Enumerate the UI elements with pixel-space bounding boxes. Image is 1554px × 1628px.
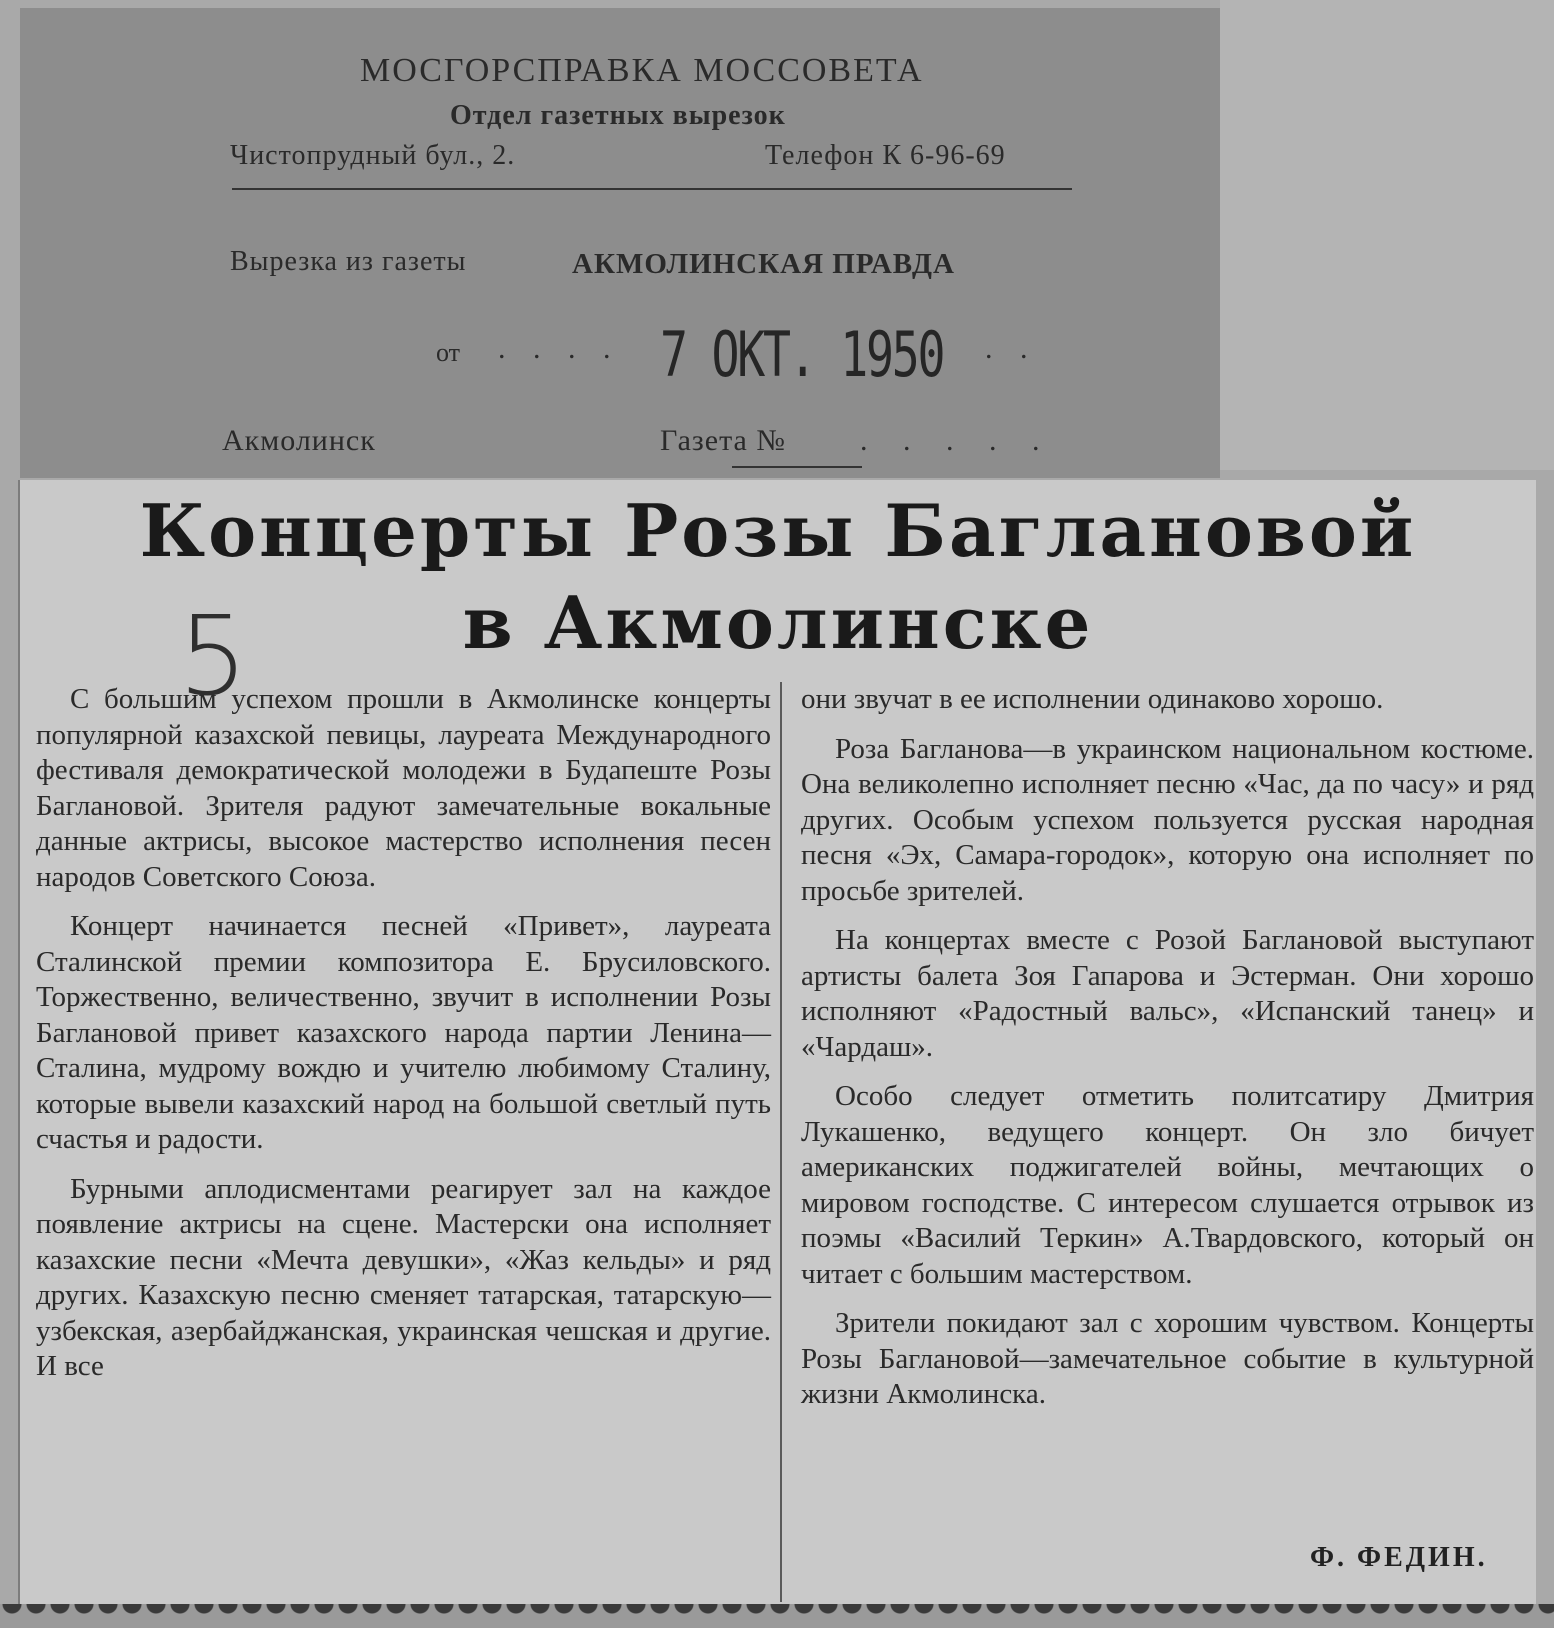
- date-stamp: 7 ОКТ. 1950: [660, 318, 944, 391]
- torn-paper-edge: [0, 1604, 1554, 1628]
- date-dots-left: . . . .: [498, 332, 621, 365]
- issue-number-underline: [732, 466, 862, 468]
- newspaper-clipping: [18, 480, 1536, 1612]
- city-name: Акмолинск: [222, 424, 376, 457]
- pencil-annotation: 5: [178, 592, 248, 720]
- paragraph: Особо следует отметить политсатиру Дмитрия Лукашенко, ведущего концерт. Он зло бичует американских поджигателей войны, мечтающих о мировом господстве. С интересом слушается отрывок из поэмы «Василий Теркин» А.Твардовского, который он читает с большим мастерством.: [801, 1080, 1534, 1290]
- bureau-address: Чистопрудный бул., 2.: [230, 140, 516, 171]
- article-author: Ф. ФЕДИН.: [1310, 1542, 1488, 1573]
- header-divider: [232, 188, 1072, 190]
- issue-number-dots: . . . . .: [860, 424, 1054, 457]
- date-from-label: от: [436, 338, 461, 367]
- paragraph: Концерт начинается песней «Привет», лауреата Сталинской премии композитора Е. Брусиловского. Торжественно, величественно, звучит в исполнении Розы Баглановой привет казахского народа партии Ленина—Сталина, мудрому вождю и учителю любимому Сталину, которые вывели казахский народ на большой светлый путь счастья и радости.: [36, 910, 771, 1155]
- article-column-left: [36, 682, 771, 1399]
- background-paper: [1220, 0, 1554, 470]
- article-column-right: [801, 682, 1534, 1427]
- department-name: Отдел газетных вырезок: [450, 100, 786, 131]
- paragraph: Роза Багланова—в украинском национальном костюме. Она великолепно исполняет песню «Час, да по часу» и ряд других. Особым успехом пользуется русская народная песня «Эх, Самара-городок», которую она исполняет по просьбе зрителей.: [801, 732, 1534, 907]
- newspaper-name: АКМОЛИНСКАЯ ПРАВДА: [572, 248, 955, 280]
- column-divider: [780, 682, 782, 1602]
- paragraph: С большим успехом прошли в Акмолинске концерты популярной казахской певицы, лауреата Международного фестиваля демократической молодежи в Будапеште Розы Баглановой. Зрителя радуют замечательные вокальные данные актрисы, высокое мастерство исполнения песен народов Советского Союза.: [36, 683, 771, 893]
- article-title-line1: Концерты Розы Баглановой: [139, 488, 1417, 573]
- date-dots-right: . .: [985, 332, 1038, 365]
- paragraph: Бурными аплодисментами реагирует зал на каждое появление актрисы на сцене. Мастерски она исполняет казахские песни «Мечта девушки», «Жаз кельды» и ряд других. Казахскую песню сменяет татарская, татарскую—узбекская, азербайджанская, украинская чешская и другие. И все: [36, 1172, 771, 1382]
- clipping-label: Вырезка из газеты: [230, 246, 467, 277]
- bureau-phone: Телефон К 6-96-69: [765, 140, 1006, 171]
- paragraph: они звучат в ее исполнении одинаково хорошо.: [801, 683, 1384, 715]
- paragraph: На концертах вместе с Розой Баглановой выступают артисты балета Зоя Гапарова и Эстерман. Они хорошо исполняют «Радостный вальс», «Испанский танец» и «Чардаш».: [801, 924, 1534, 1063]
- bureau-name: МОСГОРСПРАВКА МОССОВЕТА: [360, 52, 924, 89]
- article-title-line2: в Акмолинске: [462, 580, 1094, 665]
- paragraph: Зрители покидают зал с хорошим чувством. Концерты Розы Баглановой—замечательное событие в культурной жизни Акмолинска.: [801, 1307, 1534, 1410]
- issue-number-label: Газета №: [660, 424, 786, 457]
